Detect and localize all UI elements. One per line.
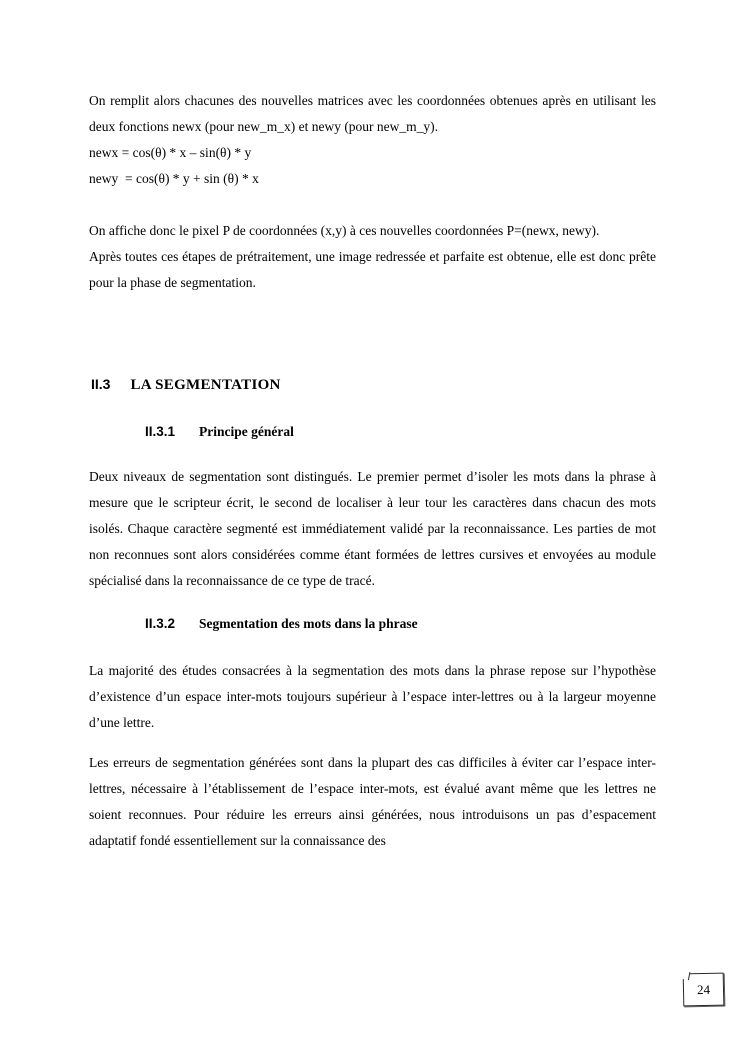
subsection-heading-segmentation-mots xyxy=(145,616,656,632)
formula-newy: newy = cos(θ) * y + sin (θ) * x xyxy=(89,171,259,186)
section-number: II.3 xyxy=(91,376,111,392)
subsection-number: II.3.1 xyxy=(145,424,176,439)
section-title: LA SEGMENTATION xyxy=(130,377,281,393)
page-number: 24 xyxy=(696,981,711,997)
subsection-title: Principe général xyxy=(199,424,294,439)
paragraph-pretraitement-conclusion: Après toutes ces étapes de prétraitement, une image redressée et parfaite est obtenue, elle est donc prête pour la phase de segmentation. xyxy=(89,249,656,290)
subsection-number: II.3.2 xyxy=(145,616,176,631)
paragraph-majorite-etudes: La majorité des études consacrées à la segmentation des mots dans la phrase repose sur l’hypothèse d’existence d’un espace inter-mots toujours supérieur à l’espace inter-lettres ou à la largeur moyenne d’une lettre. xyxy=(89,663,656,730)
page-number-badge xyxy=(683,973,725,1007)
subsection-title: Segmentation des mots dans la phrase xyxy=(199,616,418,631)
paragraph-matrices-intro: On remplit alors chacunes des nouvelles matrices avec les coordonnées obtenues après en utilisant les deux fonctions newx (pour new_m_x) et newy (pour new_m_y). xyxy=(89,93,656,134)
formula-newx: newx = cos(θ) * x – sin(θ) * y xyxy=(89,145,252,160)
subsection-heading-principe-general xyxy=(145,424,656,440)
paragraph-erreurs-segmentation: Les erreurs de segmentation générées sont dans la plupart des cas difficiles à éviter car l’espace inter-lettres, nécessaire à l’établissement de l’espace inter-mots, est évalué avant même que les lettres ne soient reconnues. Pour réduire les erreurs ainsi générées, nous introduisons un pas d’espacement adaptatif fondé essentiellement sur la connaissance des xyxy=(89,755,656,848)
paragraph-deux-niveaux: Deux niveaux de segmentation sont distingués. Le premier permet d’isoler les mots dans la phrase à mesure que le scripteur écrit, le second de localiser à leur tour les caractères dans chacun des mots isolés. Chaque caractère segmenté est immédiatement validé par la reconnaissance. Les parties de mot non reconnues sont alors considérées comme étant formées de lettres cursives et envoyées au module spécialisé dans la reconnaissance de ce type de tracé. xyxy=(89,469,656,588)
paragraph-pixel-display: On affiche donc le pixel P de coordonnées (x,y) à ces nouvelles coordonnées P=(newx, newy). xyxy=(89,223,600,238)
section-heading-la-segmentation xyxy=(91,376,656,394)
